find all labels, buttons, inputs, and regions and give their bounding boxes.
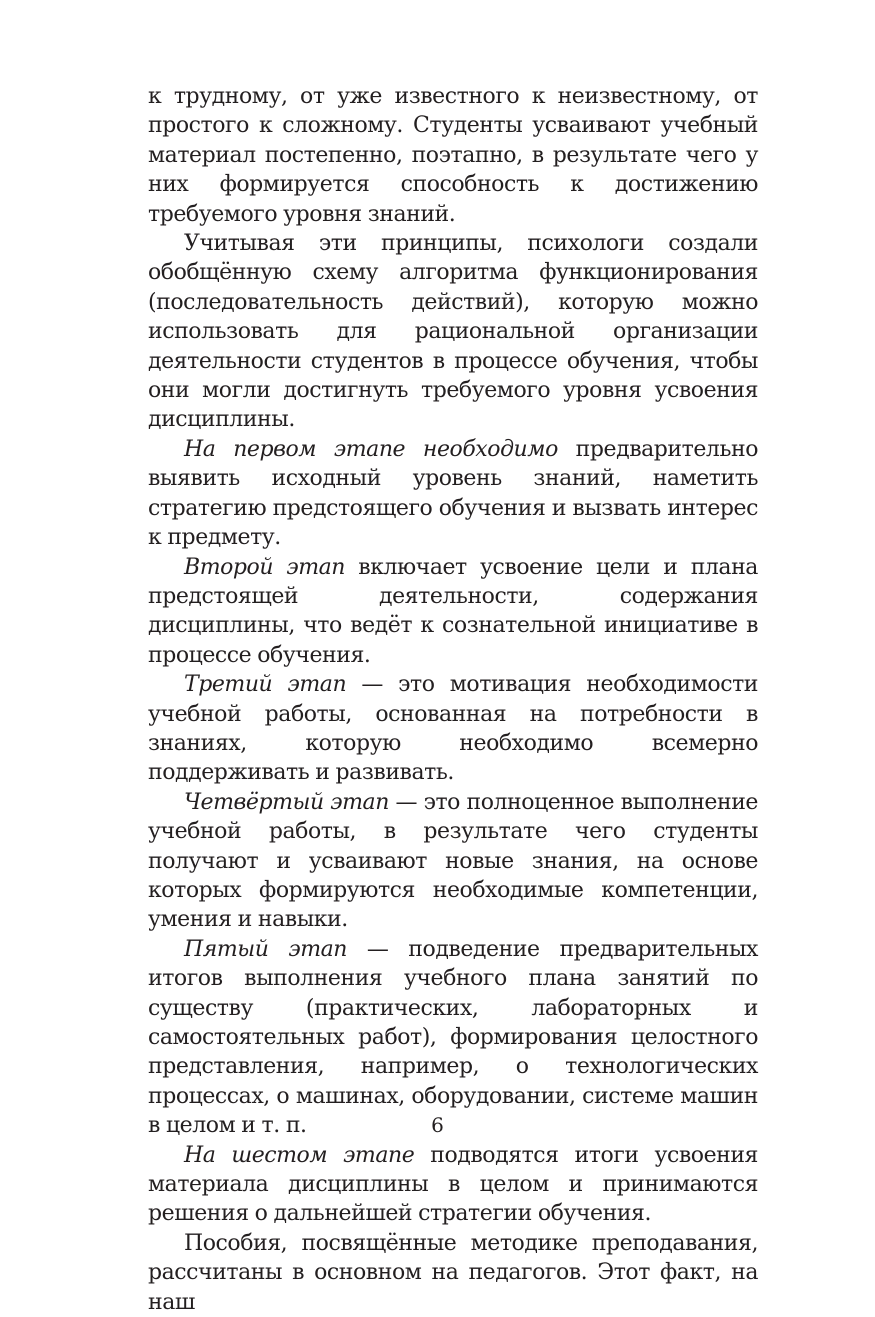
paragraph-4: [148, 553, 758, 671]
paragraph-6: [148, 788, 758, 935]
paragraph-9-text: Пособия, посвящённые методике преподавания, рассчитаны в основном на педагогов. Этот факт, на наш: [148, 1230, 758, 1315]
paragraph-3: [148, 435, 758, 553]
paragraph-3-lead: На первом этапе необходимо: [184, 436, 558, 462]
paragraph-2: [148, 229, 758, 435]
paragraph-5-lead: Третий этап: [184, 672, 347, 698]
paragraph-8-text: подводятся итоги усвоения материала дисциплины в целом и принимаются решения о дальнейшей стратегии обучения.: [148, 1142, 758, 1227]
paragraph-7-lead: Пятый этап: [184, 936, 347, 962]
paragraph-1: [148, 82, 758, 229]
paragraph-6-lead: Четвёртый этап: [184, 789, 389, 815]
paragraph-3-text: предварительно выявить исходный уровень знаний, наметить стратегию предстоящего обучения и вызвать интерес к предмету.: [148, 436, 758, 551]
paragraph-9: [148, 1229, 758, 1317]
paragraph-7: [148, 935, 758, 1141]
paragraph-2-text: Учитывая эти принципы, психологи создали обобщённую схему алгоритма функционирования (последовательность действий), которую можно использовать для рациональной организации деятельности студентов в процессе обучения, чтобы они могли достигнуть требуемого уровня усвоения дисциплины.: [148, 231, 758, 433]
paragraph-8-lead: На шестом этапе: [184, 1142, 415, 1168]
paragraph-1-text: к трудному, от уже известного к неизвестному, от простого к сложному. Студенты усваивают учебный материал постепенно, поэтапно, в результате чего у них формируется способность к достижению требуемого уровня знаний.: [148, 84, 758, 227]
paragraph-8: [148, 1141, 758, 1229]
paragraph-6-text: — это полноценное выполнение учебной работы, в результате чего студенты получают и усваивают новые знания, на основе которых формируются необходимые компетенции, умения и навыки.: [148, 789, 758, 933]
paragraph-7-text: — подведение предварительных итогов выполнения учебного плана занятий по существу (практических, лабораторных и самостоятельных работ), формирования целостного представления, например, о технологических процессах, о машинах, оборудовании, системе машин в целом и т. п.: [148, 936, 758, 1139]
paragraph-5-text: — это мотивация необходимости учебной работы, основанная на потребности в знаниях, которую необходимо всемерно поддерживать и развивать.: [148, 672, 758, 786]
page-number: 6: [431, 1113, 444, 1137]
paragraph-4-lead: Второй этап: [184, 554, 345, 580]
paragraph-5: [148, 670, 758, 788]
paragraph-4-text: включает усвоение цели и плана предстоящей деятельности, содержания дисциплины, что ведёт к сознательной инициативе в процессе обучения.: [148, 554, 758, 668]
